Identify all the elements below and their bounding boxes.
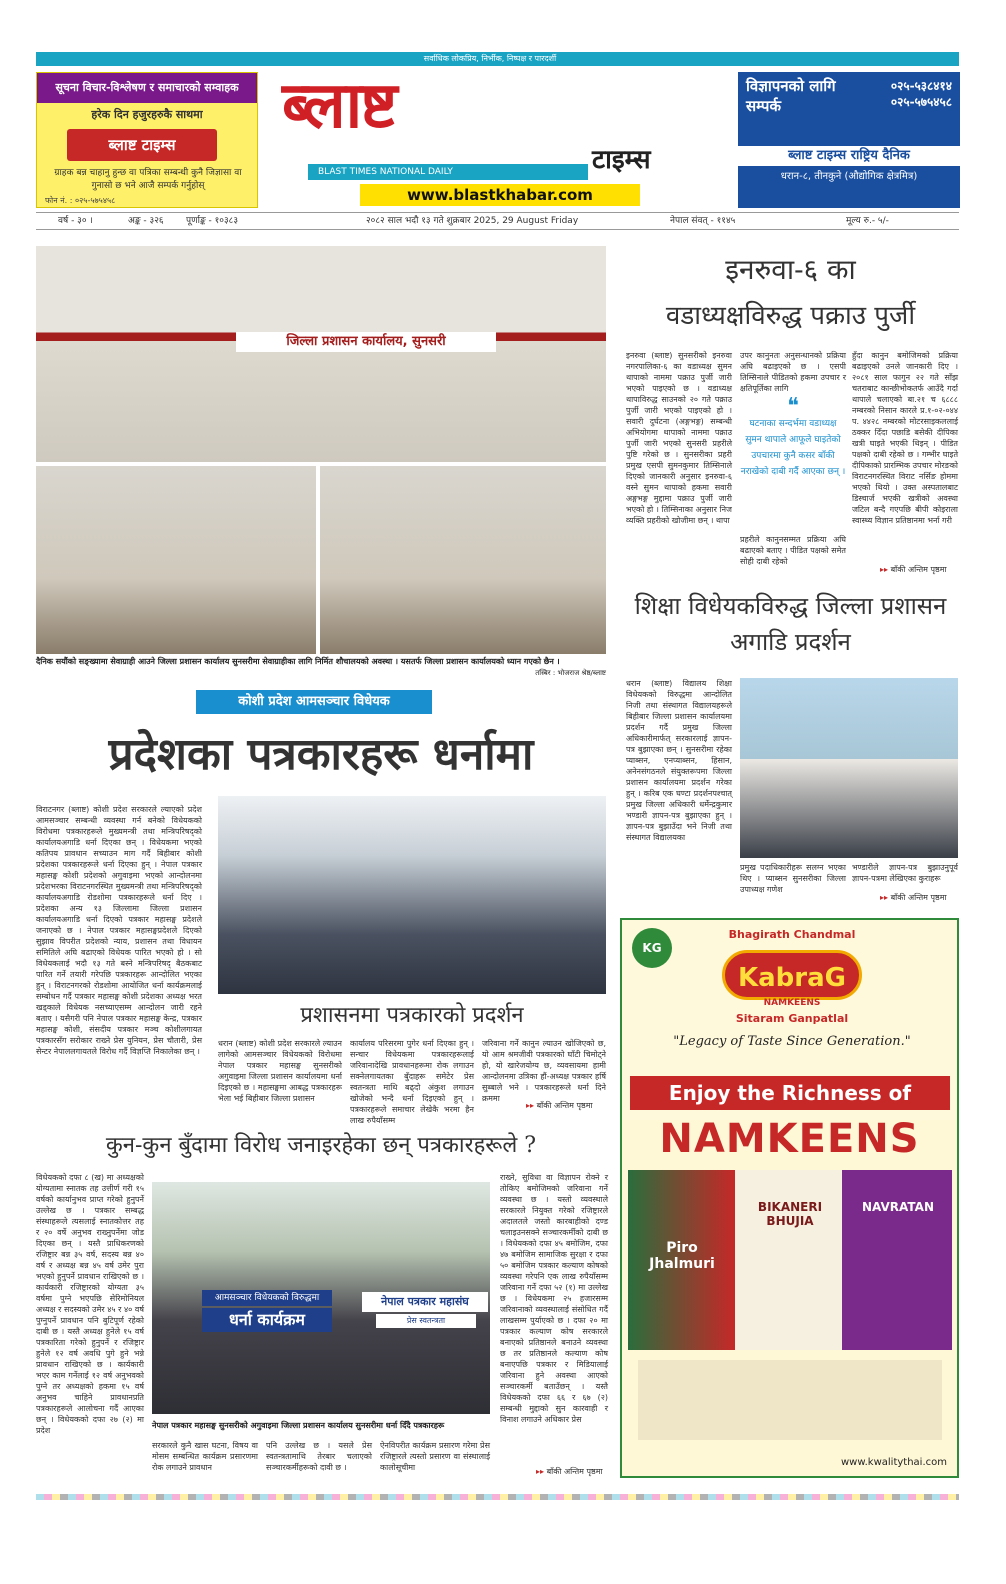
story3-headline: प्रदेशका पत्रकारहरू धर्नामा bbox=[108, 729, 534, 780]
story2-headline: शिक्षा विधेयकविरुद्ध जिल्ला प्रशासन अगाडि प्रदर्शन bbox=[634, 592, 947, 656]
story1-pullquote bbox=[740, 394, 846, 516]
story4-caption-column-2: पनि उल्लेख छ । यसले प्रेस स्वतन्त्रतामाथि तेरबार चलाएको सञ्चारकर्मीहरूको दावी छ । bbox=[266, 1441, 372, 1472]
ad-brand-logo: KabraG bbox=[722, 950, 862, 1000]
english-title: BLAST TIMES NATIONAL DAILY bbox=[308, 164, 588, 180]
advert-phone-2: ०२५-५७५४५८ bbox=[890, 95, 952, 109]
registration-marks bbox=[36, 1494, 959, 1500]
top-photo-credit: तस्बिर : भोजराज श्रेष्ठ/ब्लाष्ट bbox=[535, 669, 606, 677]
kabra-group-logo: KG bbox=[632, 928, 672, 968]
promo-brand: ब्लाष्ट टाइम्स bbox=[67, 129, 217, 161]
story4-column-1: विधेयकको दफा ८ (ख) मा अध्यक्षको योग्यतामा स्नातक तह उत्तीर्ण गरी १५ वर्षको कार्यानुभव प्राप्त गरेको हुनुपर्ने उल्लेख छ । पत्रकार सम्बद्ध संस्थाहरूले त्यसलाई स्नातकोत्तर तह र २० वर्षे अनुभव राख्नुपर्नेमा जोड दिएका छन् । यस्तै प्राधिकरणको रजिष्ट्रार बन्न ३५ वर्ष, सदस्य बन्न ४० वर्ष र अध्यक्ष बन्न ४५ वर्ष उमेर पुरा भएको हुनुपर्ने प्रावधान राखिएको छ । कार्यकारी रजिष्ट्रारको योग्यता ३५ वर्षमा पुग्ने भएपछि सेरिमोनियल अध्यक्ष र सदस्यको उमेर ४५ र ४० वर्ष पुग्नुपर्ने प्रावधान पनि बुटिपूर्ण रहेको दाबी छ । यस्तै अध्यक्ष हुनेले १५ वर्ष पत्रकारिता गरेको हुनुपर्ने र रजिष्ट्रार हुनेले १२ वर्ष अवधि पुगे हुने भन्ने प्रावधान राखिएको छ । कार्यकारी भएर काम गर्नेलाई १२ वर्ष अनुभवको पुग्ने तर अध्यक्षको हकमा १५ वर्ष अनुभव चाहिने प्रावधानप्रति पत्रकारहरूले आलोचना गर्दै आएका छन् । विधेयकको दफा २७ (२) मा प्रदेश bbox=[36, 1173, 144, 1435]
story1-column-2a: उपर कानुनतः अनुसन्धानको प्रक्रिया अघि बढाइएको छ । एसपी तिम्सिनाले पीडितको हकमा उपचार र क्षतिपूर्तिका लागि bbox=[740, 351, 846, 393]
website-link[interactable]: www.blastkhabar.com bbox=[360, 184, 640, 206]
advert-contact-name: ब्लाष्ट टाइम्स राष्ट्रिय दैनिक bbox=[738, 146, 960, 166]
ad-brand-namkeens: NAMKEENS bbox=[763, 998, 821, 1008]
ad-enjoy-banner: Enjoy the Richness of bbox=[630, 1076, 950, 1110]
newspaper-logo: ब्लाष्ट bbox=[282, 68, 396, 143]
story4-continued: ▸▸ बाँकी अन्तिम पृष्ठमा bbox=[536, 1466, 603, 1477]
top-photo-caption: दैनिक सयौंको सङ्ख्यामा सेवाग्राही आउने जिल्ला प्रशासन कार्यालय सुनसरीमा सेवाग्राहीका लागि निर्मित शौचालयको अवस्था । यसतर्फ जिल्ला प्रशासन कार्यालयको ध्यान गएको छैन । bbox=[36, 657, 560, 666]
story1-quote-text: घटनाका सन्दर्भमा वडाध्यक्ष सुमन थापाले आफूले घाइतेको उपचारमा कुनै कसर बाँकी नराखेको दाबी गर्दै आएका छन् । bbox=[740, 419, 846, 477]
ad-product-packs bbox=[628, 1170, 952, 1350]
quote-mark-icon: ❝ bbox=[787, 394, 799, 419]
subscription-promo bbox=[36, 72, 258, 208]
story1-headline: वडाध्यक्षविरुद्ध पक्राउ पुर्जी bbox=[665, 301, 916, 331]
story3-continued: ▸▸ बाँकी अन्तिम पृष्ठमा bbox=[526, 1100, 593, 1111]
promo-phone: फोन नं. : ०२५-५७५४५८ bbox=[45, 196, 116, 205]
office-building-photo bbox=[36, 246, 606, 462]
story3-sub-column-3: जरिवाना गर्ने कानुन ल्याउन खोजिएको छ, यो आम श्रमजीवी पत्रकारको घाँटी चिमोट्ने हो, यो खारेजयोग्य छ, व्यवसायमा हामी आन्दोलनमा उत्रिका हौं-अध्यक्ष पत्रकार हर्षि सुब्बाले भने । पत्रकारहरूले धर्ना दिने क्रममा bbox=[482, 1039, 606, 1103]
toilet-photo-right bbox=[320, 466, 606, 654]
ad-brand-since: Sitaram Ganpatlal bbox=[735, 1012, 849, 1025]
dharna-banner-photo bbox=[152, 1182, 490, 1414]
issue-date: २०८२ साल भदौ १३ गते शुक्रबार 2025, 29 August Friday bbox=[366, 216, 579, 226]
story1-continued: ▸▸ बाँकी अन्तिम पृष्ठमा bbox=[880, 564, 947, 575]
pack-navratan: NAVRATAN bbox=[862, 1200, 934, 1214]
banner-text-1: आमसञ्चार विधेयकको विरुद्धमा bbox=[202, 1290, 332, 1306]
issue-number: अङ्क - ३२६ bbox=[128, 216, 164, 226]
advert-phone-1: ०२५-५३८४१४ bbox=[890, 79, 952, 93]
memorandum-photo bbox=[740, 678, 958, 858]
pack-bikaneri-bhujia: BIKANERI BHUJIA bbox=[757, 1200, 823, 1228]
advert-contact-title: विज्ञापनको लागि सम्पर्क bbox=[746, 77, 836, 115]
story1-column-1: इनरुवा (ब्लाष्ट) सुनसरीको इनरुवा नगरपालिका-६ का वडाध्यक्ष सुमन थापाको नाममा पक्राउ पुर्जी जारी भएको पाइएको छ । वडाध्यक्ष थापाविरुद्ध साउनको २० गते पक्राउ पुर्जी जारी भएको पाइएको हो । सवारी दुर्घटना (अङ्गभङ्ग) सम्बन्धी अभियोगमा थापाको नाममा पक्राउ पुर्जी जारी भएको सुनसरी प्रहरीले पुष्टि गरेको छ । सुनसरीका प्रहरी प्रमुख एसपी सुमनकुमार तिम्सिनाले दिएको जानकारी अनुसार इनरुवा-६ वस्ने सुमन थापाको हकमा सवारी अङ्गभङ्ग मुद्दामा पक्राउ पुर्जी जारी भएको हो । तिम्सिनाका अनुसार निज व्यक्ति प्रहरीको खोजीमा छन् । थापा bbox=[626, 351, 732, 525]
kabrag-advertisement[interactable] bbox=[620, 918, 959, 1478]
pack-piro-jhalmuri: Piro Jhalmuri bbox=[649, 1240, 715, 1272]
story3-sub-column-1: धरान (ब्लाष्ट) कोशी प्रदेश सरकारले ल्याउन लागेको आमसञ्चार विधेयकको विरोधमा नेपाल पत्रकार महासङ्घ सुनसरीको अगुवाइमा जिल्ला प्रशासन कार्यालयमा धर्ना दिइएको छ । महासङ्घमा आबद्ध पत्रकारहरू भेला भई बिहीबार जिल्ला प्रशासन bbox=[218, 1039, 342, 1103]
ad-brand-top: Bhagirath Chandmal bbox=[728, 928, 856, 941]
story1-column-3: हुँदा कानुन बमोजिमको प्रक्रिया बढाइएको उनले जानकारी दिए । २०८१ साल फागुन २२ गते साँझ चतराबाट कान्छीभोकतर्फ आउँदै गर्दा थापाले चलाएको बा.२१ च ६८८८ नम्बरको निसान कारले प्र.१-०२-०४४ प. ४४२८ नम्बरको मोटरसाइकललाई ठक्कर दिँदा पछाडि बसेकी दीपिका खत्री घाइते भएकी थिइन् । पीडित पक्षको दाबी रहेको छ । गम्भीर घाइते दीपिकाको प्रारम्भिक उपचार मोरङको विराटनगरस्थित विराट नर्सिङ होममा भएको थियो । उक्त अस्पतालबाट डिस्चार्ज भएकी खत्रीको अवस्था जटिल बन्दै गएपछि बीपी कोइराला स्वास्थ्य विज्ञान प्रतिष्ठानमा भर्ना गरी bbox=[852, 351, 958, 525]
story2-column-3: भण्डारीले ज्ञापन-पत्र बुझाउनुपूर्व ज्ञापन-पत्रमा लेखिएका कुराहरू bbox=[852, 863, 958, 883]
story1-column-2b: प्रहरीले कानुनसम्मत प्रक्रिया अघि बढाएको बताए । पीडित पक्षको समेत सोही दाबी रहेको bbox=[740, 535, 846, 566]
promo-subtitle: हरेक दिन हजुरहरुकै साथमा bbox=[91, 108, 203, 121]
story4-caption-column-3: ऐनविपरीत कार्यक्रम प्रसारण गरेमा प्रेस रजिष्ट्रारले त्यस्तो प्रसारण वा संस्थालाई कालोसूचीमा bbox=[380, 1441, 490, 1472]
volume-year: वर्ष - ३० । bbox=[58, 216, 93, 226]
story3-kicker-band: कोशी प्रदेश आमसञ्चार विधेयक bbox=[196, 690, 432, 714]
story3-subheadline: प्रशासनमा पत्रकारको प्रदर्शन bbox=[300, 1003, 524, 1028]
banner-text-4: प्रेस स्वतन्त्रता bbox=[376, 1314, 476, 1328]
advert-contact-box bbox=[738, 72, 960, 208]
ad-website[interactable]: www.kwalitythai.com bbox=[841, 1457, 947, 1468]
ad-namkeens-title: NAMKEENS bbox=[659, 1116, 920, 1162]
newspaper-logo-sub: टाइम्स bbox=[592, 145, 651, 175]
story4-caption-column-1: सरकारले कुनै खास घटना, विषय वा मोसम सम्बन्धित कार्यक्रम प्रसारणमा रोक लगाउने प्रावधान bbox=[152, 1441, 258, 1472]
ad-legacy-slogan: "Legacy of Taste Since Generation." bbox=[673, 1034, 911, 1049]
story2-column-2: प्रमुख पदाधिकारीहरू सलग्न भएका थिए । प्याब्सन सुनसरीका जिल्ला उपाध्यक्ष गणेश bbox=[740, 863, 846, 894]
toilet-photo-left bbox=[36, 466, 316, 654]
story3-sub-column-2: कार्यालय परिसरमा पुगेर धर्ना दिएका हुन् । सन्चार विधेयकमा पत्रकारहरूलाई जरिवानादेखि प्रावधानहरूमा रोक लगाउन सक्नेलगायतका बुँदाहरू समेटेर प्रेस स्वतन्त्रता माथि बढ्दो अंकुश लगाउन खोजेको भन्दै धर्ना दिइएको हुन् । पत्रकारहरूले समाचार लेखेकै भरमा हैन लाख रुपैयाँसम्म bbox=[350, 1039, 474, 1125]
journalists-protest-photo bbox=[218, 796, 606, 994]
story2-column-1: धरान (ब्लाष्ट) विद्यालय शिक्षा विधेयकको विरुद्धमा आन्दोलित निजी तथा संस्थागत विद्यालयहरूले बिहीबार जिल्ला प्रशासन कार्यालयमा प्रदर्शन गर्दै प्रमुख जिल्ला अधिकारीमार्फत् सरकारलाई ज्ञापन-पत्र बुझाएका छन् । सुनसरीमा रहेका प्याब्सन, एनप्याब्सन, हिसान, अनेनसंगठनले संयुक्तरूपमा जिल्ला प्रशासन कार्यालयमा प्रदर्शन गरेका हुन् । करिब एक घण्टा प्रदर्शनपश्चात् प्रमुख जिल्ला अधिकारी धर्मेन्द्रकुमार भण्डारी ज्ञापन-पत्र बुझाएका हुन् । ज्ञापन-पत्र बुझाउँदा भने निजी तथा संस्थागत विद्यालयका bbox=[626, 679, 732, 842]
promo-text: ग्राहक बन्न चाहानु हुन्छ वा पत्रिका सम्बन्धी कुनै जिज्ञासा वा गुनासो छ भने आजै सम्पर्क गर्नुहोस् bbox=[54, 168, 242, 191]
full-number: पूर्णाङ्क - १०३८३ bbox=[186, 216, 239, 226]
story4-column-3: राख्ने, सुविधा वा विज्ञापन रोक्ने र तोकिए बमोजिमको जरिवाना गर्ने व्यवस्था छ । यस्तो व्यवस्थाले सरकारले नियुक्त गरेको रजिष्ट्रारले अदालतले जस्तो कारबाहीको दण्ड चलाइउनसक्ने सञ्चारकर्मीको दाबी छ । विधेयकको दफा ४५ बमोजिम, दफा ४७ बमोजिम सामाजिक सुरक्षा र दफा ५० बमोजिम पत्रकार कल्याण कोषको व्यवस्था गरेपनि एक लाख रुपैयाँसम्म जरिवाना गर्ने दफा ५२ (१) मा उल्लेख छ । विधेयकमा २५ हजारसम्म जरिवानाको व्यवस्थालाई संसोधित गर्दै लाखसम्म पुर्याएको छ । दफा २० मा पत्रकार कल्याण कोष सरकारले बनाएको प्रतिष्ठानले बनाउने व्यवस्था छ तर प्रतिष्ठानले कल्याण कोष बनाएपछि पत्रकार र मिडियालाई जरिवाना हुने अवस्था आएको सञ्चारकर्मी बताउँछन् । यस्तै विधेयकको दफा ६६ र ६७ (२) सम्बन्धी मुद्दाको सुन कारवाही र विनाश लगाउने अधिकार प्रेस bbox=[500, 1173, 608, 1424]
story4-headline: कुन-कुन बुँदामा विरोध जनाइरहेका छन् पत्रकारहरूले ? bbox=[105, 1133, 537, 1158]
office-sign: जिल्ला प्रशासन कार्यालय, सुनसरी bbox=[236, 332, 496, 352]
masthead-tagline: सर्वाधिक लोकप्रिय, निर्भीक, निष्पक्ष र पारदर्शी bbox=[423, 54, 557, 63]
story4-photo-caption: नेपाल पत्रकार महासङ्घ सुनसरीको अगुवाइमा जिल्ला प्रशासन कार्यालय सुनसरीमा धर्ना दिँदै पत्रकारहरू bbox=[152, 1421, 445, 1430]
banner-text-2: धर्ना कार्यक्रम bbox=[202, 1308, 332, 1332]
masthead bbox=[282, 64, 722, 176]
price: मूल्य रु.- ५/- bbox=[846, 216, 889, 226]
story1-kicker: इनरुवा-६ का bbox=[725, 253, 856, 286]
banner-text-3: नेपाल पत्रकार महासंघ bbox=[362, 1292, 488, 1312]
issue-info-bar bbox=[36, 212, 959, 230]
story3-column-1: विराटनगर (ब्लाष्ट) कोशी प्रदेश सरकारले ल्याएको प्रदेश आमसञ्चार सम्बन्धी व्यवस्था गर्न बनेको विधेयकको विरोधमा पत्रकारहरूले मुख्यमन्त्री तथा मन्त्रिपरिषद्को कार्यालयअगाडि धर्ना दिएका छन् । विधेयकमा भएको कतिपय प्रावधान सच्याउन माग गर्दै बिहीबार कोशी प्रदेशका पत्रकारहरूले धर्ना दिएका हुन् । नेपाल पत्रकार महासङ्घ कोशी प्रदेशको अगुवाइमा भएको आन्दोलनमा प्रदेशभरका विराटनगरस्थित मुख्यमन्त्री तथा मन्त्रिपरिषद्को कार्यालयअगाडि रोडशोमा पत्रकारहरूले धर्ना दिए । प्रदेशका अन्य १३ जिल्लामा जिल्ला प्रशासन कार्यालयअगाडि धर्ना दिएको पत्रकार महासङ्घ प्रदेशले जनाएको छ । नेपाल पत्रकार महासङ्घप्रदेशले दिएको सुझाव विपरीत प्रदेशको न्याय, प्रशासन तथा विधायन समितिले अघि बढाएको विधेयक पारित भएको हो । सो विधेयकलाई भदौ १३ गते बस्ने मन्त्रिपरिषद् बैठकबाट पारित गर्ने तयारी गरेपछि पत्रकारहरू आन्दोलित भएका हुन् । विराटनगरको रोडशोमा आयोजित धर्ना कार्यक्रमलाई सम्बोधन गर्दै पत्रकार महासङ्घ कोशी प्रदेशका अध्यक्ष भरत खड्काले विधेयक नसच्याएसम्म आन्दोलन जारी रहने बताए । यसैगरी पनि नेपाल पत्रकार महासङ्घ केन्द्र, पत्रकार महासङ्घ कोशी, संसदीय पत्रकार मञ्च कोशीलगायत पत्रकारसँग सरोकार राख्ने प्रेस युनियन, प्रेस चौतारी, प्रेस सेन्टर नेपाललगायतले विरोध गर्दै विज्ञप्ति निकालेका छन् । bbox=[36, 805, 202, 1056]
advert-contact-address: धरान-८, तीनकुने (औद्योगिक क्षेत्रमित्र) bbox=[780, 171, 918, 182]
nepal-samvat: नेपाल संवत् - ११४५ bbox=[670, 216, 736, 226]
promo-title: सूचना विचार-विश्लेषण र समाचारको सम्वाहक bbox=[37, 73, 257, 103]
story2-continued: ▸▸ बाँकी अन्तिम पृष्ठमा bbox=[880, 892, 947, 903]
ad-mini-packs bbox=[638, 1360, 942, 1440]
advert-phones bbox=[891, 78, 952, 110]
